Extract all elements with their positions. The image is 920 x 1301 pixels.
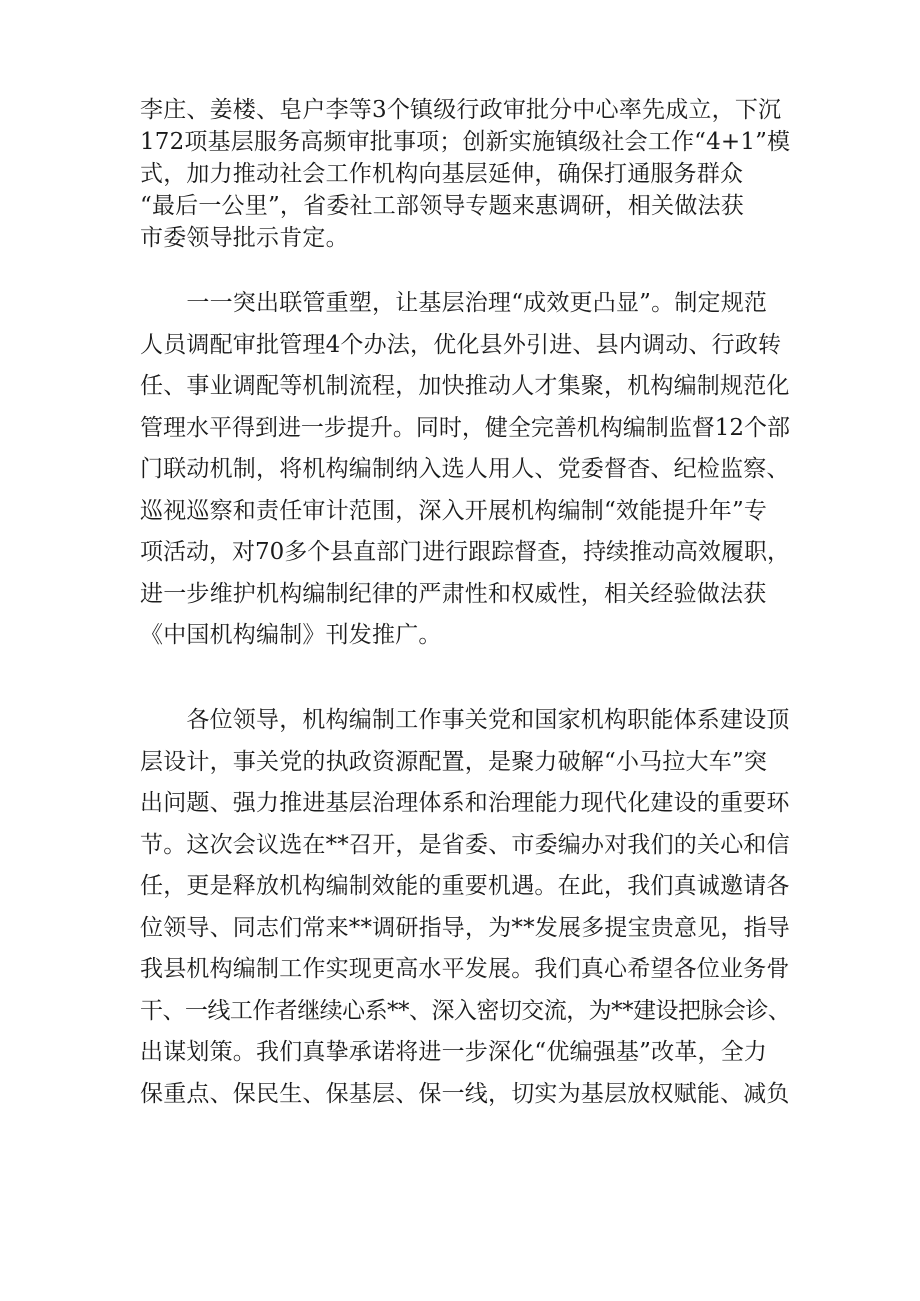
text-line: 《中国机构编制》刊发推广。 (140, 622, 442, 648)
text-line: 管理水平得到进一步提升。同时，健全完善机构编制监督12个部 (140, 414, 790, 441)
text-line: 层设计，事关党的执政资源配置，是聚力破解“小马拉大车”突 (140, 748, 768, 775)
text-line: 节。这次会议选在**召开，是省委、市委编办对我们的关心和信 (140, 831, 790, 858)
text-line: 保重点、保民生、保基层、保一线，切实为基层放权赋能、减负 (140, 1080, 790, 1107)
text-line: 位领导、同志们常来**调研指导，为**发展多提宝贵意见，指导 (140, 914, 790, 941)
paragraph-2 (140, 283, 790, 657)
text-line: 市委领导批示肯定。 (140, 225, 349, 251)
text-line: 任、事业调配等机制流程，加快推动人才集聚，机构编制规范化 (140, 373, 790, 399)
text-line: 门联动机制，将机构编制纳入选人用人、党委督杳、纪检监察、 (140, 456, 790, 482)
text-line: 出问题、强力推进基层治理体系和治理能力现代化建设的重要环 (140, 790, 790, 816)
text-line: 李庄、姜楼、皂户李等3个镇级行政审批分中心率先成立，下沉 (140, 97, 782, 123)
text-line: 干、一线工作者继续心系**、深入密切交流，为**建设把脉会诊、 (140, 997, 791, 1024)
text-line: 式，加力推动社会工作机构向基层延伸，确保打通服务群众 (140, 161, 744, 187)
text-line: 任，更是释放机构编制效能的重要机遇。在此，我们真诚邀请各 (140, 873, 790, 899)
paragraph-3 (140, 700, 790, 1115)
text-line: 进一步维护机构编制纪律的严肃性和权威性，相关经验做法获 (140, 580, 767, 607)
text-line: 出谋划策。我们真挚承诺将进一步深化“优编强基”改革，全力 (140, 1039, 768, 1065)
text-line: 我县机构编制工作实现更高水平发展。我们真心希望各位业务骨 (140, 956, 790, 982)
text-line: 一一突出联管重塑，让基层治理“成效更凸显”。制定规范 (140, 290, 768, 316)
text-line: 人员调配审批管理4个办法，优化县外引进、县内调动、行政转 (140, 331, 782, 358)
text-line: 巡视巡察和责任审计范围，深入开展机构编制“效能提升年”专 (140, 497, 768, 524)
text-line: 各位领导，机构编制工作事关党和国家机构职能体系建设顶 (140, 707, 790, 733)
text-line: 172项基层服务高频审批事项；创新实施镇级社会工作“4+1”模 (140, 129, 791, 155)
text-line: “最后一公里”，省委社工部领导专题来惠调研，相关做法获 (140, 193, 744, 219)
paragraph-1 (140, 94, 790, 254)
text-line: 项活动，对70多个县直部门进行跟踪督查，持续推动高效履职， (140, 539, 790, 565)
